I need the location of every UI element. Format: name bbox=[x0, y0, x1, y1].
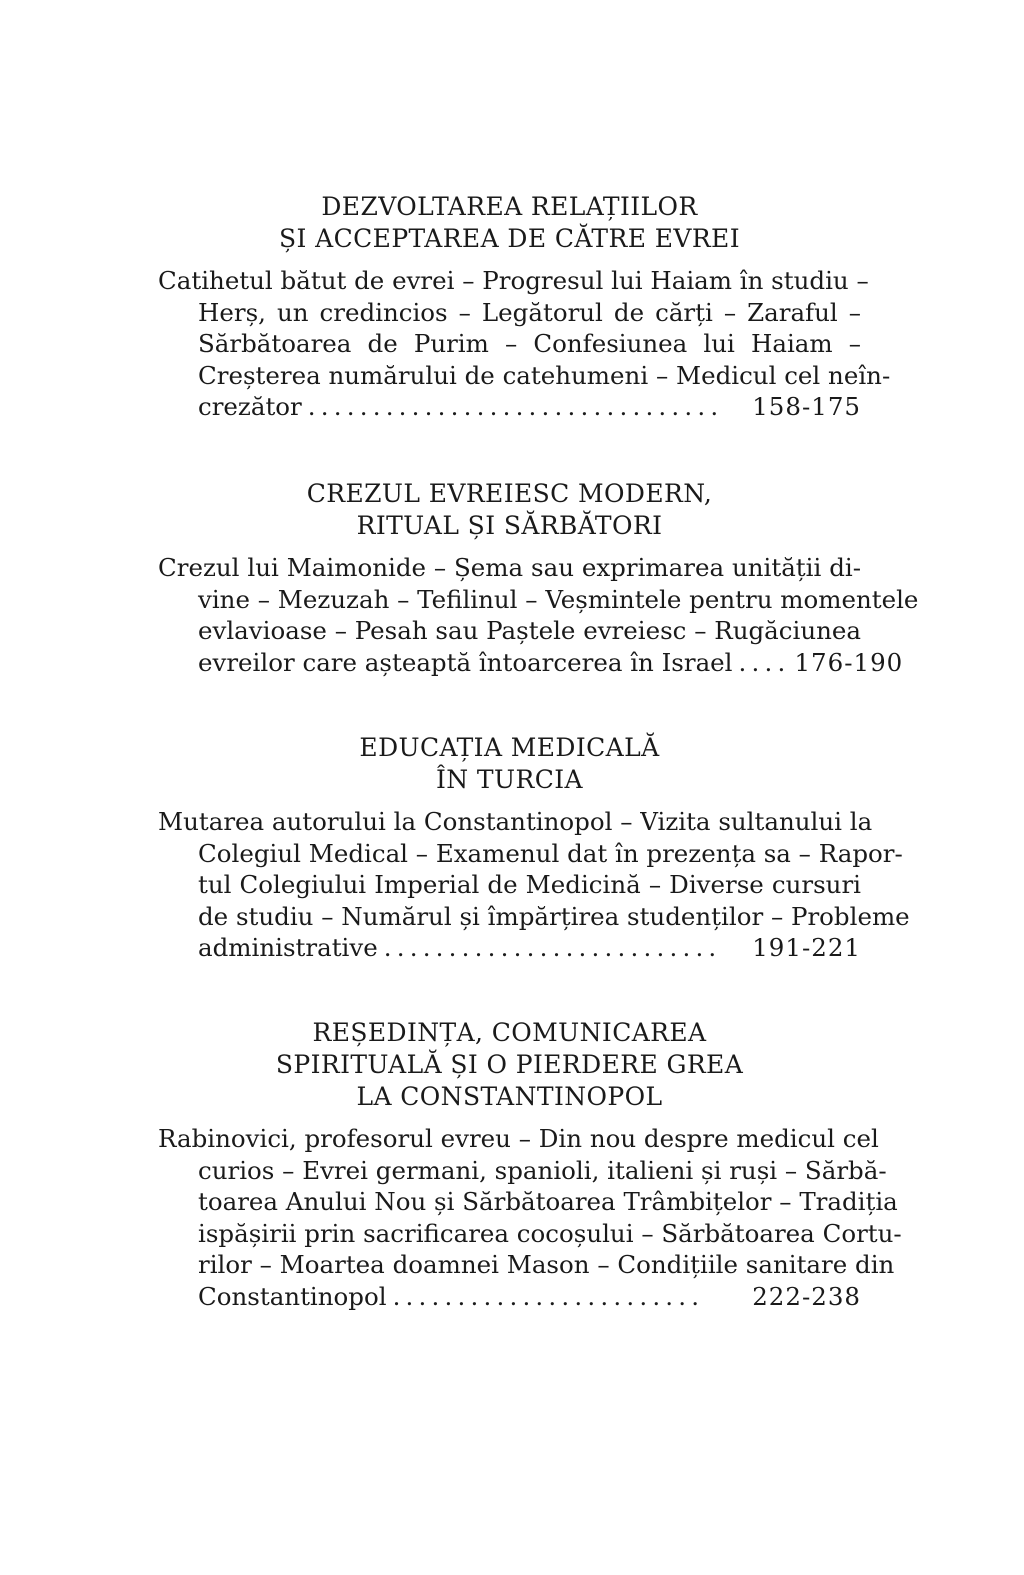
heading-line: RITUAL ȘI SĂRBĂTORI bbox=[356, 511, 663, 540]
summary-line-text: evreilor care așteaptă întoarcerea în Israel bbox=[198, 647, 733, 677]
dot-leader: .......................... bbox=[383, 933, 722, 962]
heading-line: EDUCAȚIA MEDICALĂ bbox=[359, 733, 660, 762]
dot-leader: ........................ bbox=[392, 1281, 705, 1311]
heading-line: CREZUL EVREIESC MODERN, bbox=[306, 479, 713, 508]
summary-last-line bbox=[158, 647, 904, 679]
summary-line: Creșterea numărului de catehumeni – Medicul cel neîn- bbox=[198, 360, 891, 390]
heading-line: REȘEDINȚA, COMUNICAREA bbox=[312, 1018, 707, 1047]
summary-line: de studiu – Numărul și împărțirea studenților – Probleme bbox=[198, 901, 910, 931]
section-summary bbox=[158, 806, 910, 964]
heading-line: ÎN TURCIA bbox=[436, 765, 583, 794]
summary-line-text: crezător bbox=[198, 392, 302, 421]
page-range: 176-190 bbox=[794, 647, 904, 677]
section-summary bbox=[158, 1123, 902, 1312]
summary-line: evlavioase – Pesah sau Paștele evreiesc – Rugăciunea bbox=[198, 616, 861, 645]
section-heading bbox=[158, 191, 861, 255]
toc-section bbox=[158, 732, 910, 964]
summary-line: Sărbătoarea de Purim – Confesiunea lui Haiam – bbox=[198, 329, 861, 358]
summary-line-text: administrative bbox=[198, 933, 378, 962]
summary-line: curios – Evrei germani, spanioli, italieni și ruși – Sărbă- bbox=[198, 1155, 887, 1185]
section-summary bbox=[158, 265, 891, 423]
summary-line: tul Colegiului Imperial de Medicină – Diverse cursuri bbox=[198, 870, 861, 899]
section-heading bbox=[158, 732, 861, 796]
summary-last-line bbox=[158, 391, 861, 423]
page-range: 191-221 bbox=[752, 933, 861, 962]
summary-line: vine – Mezuzah – Tefilinul – Veșmintele pentru momentele bbox=[198, 584, 919, 614]
page-range: 158-175 bbox=[752, 392, 861, 421]
heading-line: LA CONSTANTINOPOL bbox=[356, 1082, 663, 1111]
section-heading bbox=[158, 478, 861, 542]
page-range: 222-238 bbox=[752, 1281, 861, 1311]
section-summary bbox=[158, 552, 919, 678]
dot-leader: ................................ bbox=[307, 392, 724, 421]
toc-section bbox=[158, 478, 919, 678]
dot-leader: .... bbox=[738, 647, 791, 677]
summary-line: Catihetul bătut de evrei – Progresul lui Haiam în studiu – bbox=[158, 266, 869, 295]
toc-section bbox=[158, 191, 891, 423]
summary-line: Mutarea autorului la Constantinopol – Vizita sultanului la bbox=[158, 807, 873, 836]
summary-line: Crezul lui Maimonide – Șema sau exprimarea unității di- bbox=[158, 553, 861, 582]
summary-last-line bbox=[158, 932, 861, 964]
summary-line: Herș, un credincios – Legătorul de cărți – Zaraful – bbox=[198, 297, 861, 327]
summary-line-text: Constantinopol bbox=[198, 1281, 387, 1311]
summary-last-line bbox=[158, 1281, 861, 1313]
summary-line: toarea Anului Nou și Sărbătoarea Trâmbițelor – Tradiția bbox=[198, 1187, 898, 1216]
toc-section bbox=[158, 1017, 902, 1312]
summary-line: Colegiul Medical – Examenul dat în prezența sa – Rapor- bbox=[198, 838, 903, 868]
summary-line: ispășirii prin sacrificarea cocoșului – Sărbătoarea Cortu- bbox=[198, 1218, 902, 1248]
summary-line: Rabinovici, profesorul evreu – Din nou despre medicul cel bbox=[158, 1124, 879, 1153]
heading-line: SPIRITUALĂ ȘI O PIERDERE GREA bbox=[275, 1050, 744, 1079]
heading-line: DEZVOLTAREA RELAȚIILOR bbox=[321, 192, 698, 221]
section-heading bbox=[158, 1017, 861, 1113]
summary-line: rilor – Moartea doamnei Mason – Condițiile sanitare din bbox=[198, 1250, 895, 1279]
heading-line: ȘI ACCEPTAREA DE CĂTRE EVREI bbox=[279, 224, 740, 253]
